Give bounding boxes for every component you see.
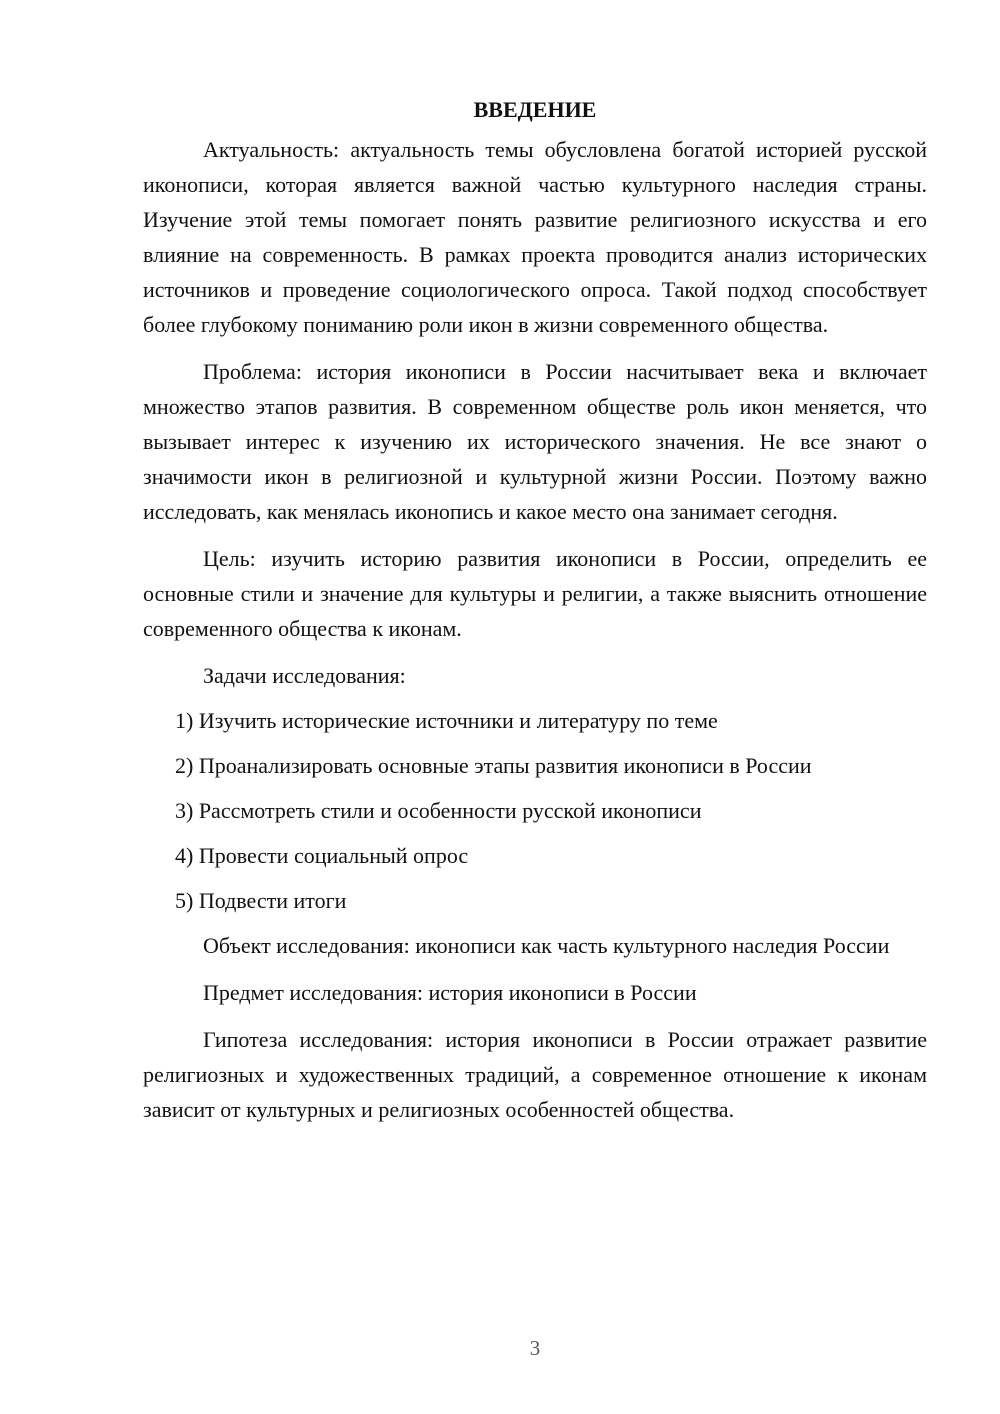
task-item: 5) Подвести итоги [175,888,347,913]
task-item: 3) Рассмотреть стили и особенности русской иконописи [175,798,702,823]
hypothesis-paragraph: Гипотеза исследования: история иконописи в России отражает развитие религиозных и художественных традиций, а современное отношение к иконам зависит от культурных и религиозных особенностей общества. [143,1027,927,1122]
section-heading: ВВЕДЕНИЕ [473,97,597,122]
problem-paragraph: Проблема: история иконописи в России насчитывает века и включает множество этапов развития. В современном обществе роль икон меняется, что вызывает интерес к изучению их исторического значения. Не все знают о значимости икон в религиозной и культурной жизни России. Поэтому важно исследовать, как менялась иконопись и какое место она занимает сегодня. [143,359,927,524]
task-item: 2) Проанализировать основные этапы развития иконописи в России [175,753,812,778]
subject-paragraph: Предмет исследования: история иконописи в России [203,980,697,1005]
page-number: 3 [529,1336,541,1360]
task-item: 4) Провести социальный опрос [175,843,469,868]
object-paragraph: Объект исследования: иконописи как часть культурного наследия России [203,933,890,958]
page-content [143,92,927,1139]
goal-paragraph: Цель: изучить историю развития иконописи в России, определить ее основные стили и значение для культуры и религии, а также выяснить отношение современного общества к иконам. [143,546,927,641]
task-item: 1) Изучить исторические источники и литературу по теме [175,708,718,733]
tasks-title: Задачи исследования: [203,663,406,688]
relevance-paragraph: Актуальность: актуальность темы обусловлена богатой историей русской иконописи, которая является важной частью культурного наследия страны. Изучение этой темы помогает понять развитие религиозного искусства и его влияние на современность. В рамках проекта проводится анализ исторических источников и проведение социологического опроса. Такой подход способствует более глубокому пониманию роли икон в жизни современного общества. [143,137,927,337]
task-list [143,703,927,918]
